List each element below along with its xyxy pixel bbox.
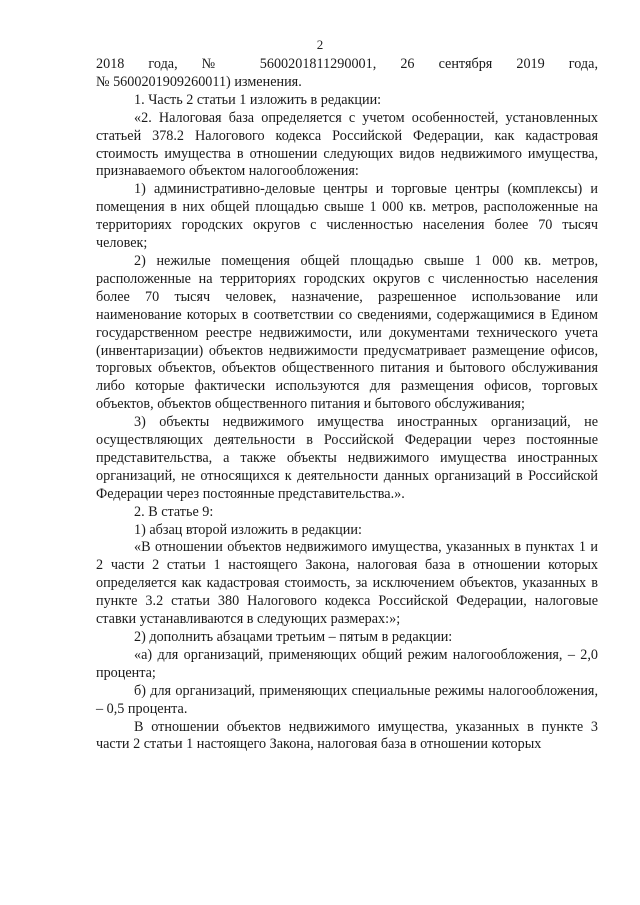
- paragraph-item-2-sub-1: 1) абзац второй изложить в редакции:: [134, 521, 362, 538]
- paragraph-item-2-intro: 2. В статье 9:: [134, 503, 214, 520]
- paragraph-prev-amendments-line2: № 5600201909260011) изменения.: [96, 73, 302, 90]
- document-body: [96, 56, 598, 754]
- paragraph-item-2-sub-2: 2) дополнить абзацами третьим – пятым в редакции:: [134, 629, 453, 645]
- paragraph-item-1-intro: 1. Часть 2 статьи 1 изложить в редакции:: [134, 91, 382, 108]
- paragraph-subitem-1: 1) административно-деловые центры и торговые центры (комплексы) и помещения в них общей площадью свыше 1 000 кв. метров, расположенные на территориях городских округов с численностью населения более 70 тысяч человек;: [96, 181, 598, 252]
- paragraph-rate-a: «а) для организаций, применяющих общий режим налогообложения, – 2,0 процента;: [96, 646, 598, 681]
- paragraph-subitem-2: 2) нежилые помещения общей площадью свыше 1 000 кв. метров, расположенные на территориях городских округов с численностью населения более 70 тысяч человек, назначение, разрешенное использование или наименование которых в соответствии со сведениями, содержащимися в Едином государственном реестре недвижимости, или документами технического учета (инвентаризации) объектов недвижимости предусматривает размещение офисов, торговых объектов, объектов общественного питания и бытового обслуживания либо которые фактически используются для размещения офисов, торговых объектов, объектов общественного питания и бытового обслуживания;: [96, 252, 598, 413]
- paragraph-subitem-3: 3) объекты недвижимого имущества иностранных организаций, не осуществляющих деятельности в Российской Федерации через постоянные представительства, а также объекты недвижимого имущества иностранных организаций, не относящихся к деятельности данных организаций в Российской Федерации через постоянные представительства.».: [96, 414, 598, 502]
- paragraph-prev-amendments-line1: 2018 года, № 5600201811290001, 26 сентября 2019 года,: [96, 56, 598, 72]
- paragraph-rate-b: б) для организаций, применяющих специальные режимы налогообложения, – 0,5 процента.: [96, 682, 598, 717]
- paragraph-foreign-objects: В отношении объектов недвижимого имущества, указанных в пункте 3 части 2 статьи 1 настоящего Закона, налоговая база в отношении которых: [96, 718, 598, 753]
- paragraph-tax-rates-quote: «В отношении объектов недвижимого имущества, указанных в пунктах 1 и 2 части 2 статьи 1 настоящего Закона, налоговая база в отношении которых определяется как кадастровая стоимость, за исключением объектов, указанных в пункте 3.2 статьи 380 Налогового кодекса Российской Федерации, налоговые ставки устанавливаются в следующих размерах:»;: [96, 539, 598, 628]
- paragraph-tax-base-definition: «2. Налоговая база определяется с учетом особенностей, установленных статьей 378.2 Налогового кодекса Российской Федерации, как кадастровая стоимость имущества в отношении следующих видов недвижимого имущества, признаваемого объектом налогообложения:: [96, 109, 598, 180]
- page-number: 2: [316, 37, 324, 52]
